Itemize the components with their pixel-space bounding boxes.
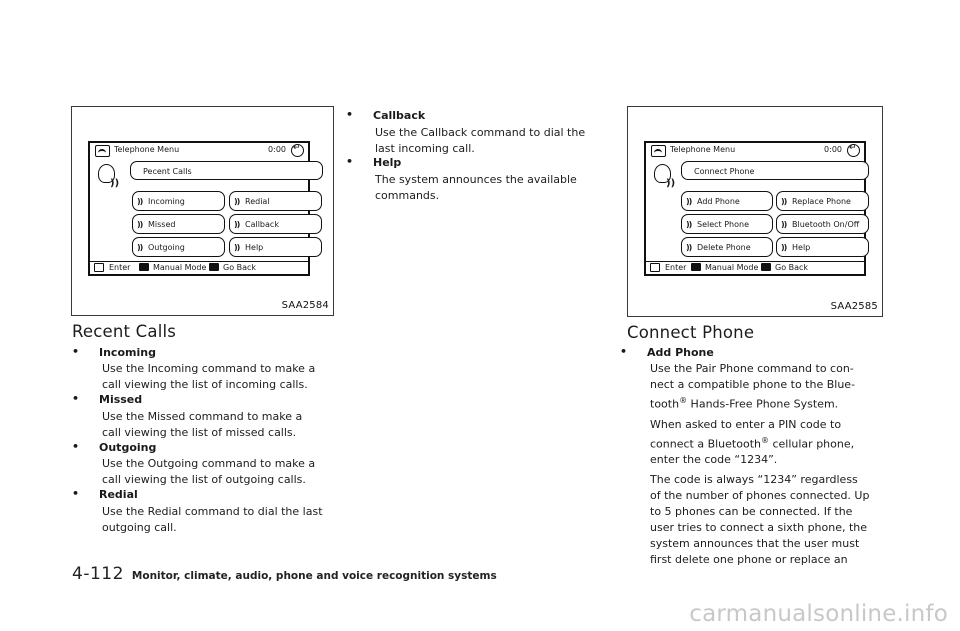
signal-icon: )): [781, 197, 787, 206]
help-button[interactable]: )) Help: [776, 237, 869, 257]
figure-id: SAA2584: [281, 300, 329, 311]
term-redial: • Redial: [99, 488, 138, 501]
desc-incoming: Use the Incoming command to make a call viewing the list of incoming calls.: [102, 362, 316, 391]
desc-callback: Use the Callback command to dial the last incoming call.: [375, 126, 586, 155]
signal-icon: )): [781, 220, 787, 229]
desc-help: The system announces the available commands.: [375, 173, 577, 202]
callback-button[interactable]: )) Callback: [229, 214, 322, 234]
clock: 0:00: [824, 145, 842, 154]
desc-outgoing: Use the Outgoing command to make a call viewing the list of outgoing calls.: [102, 457, 316, 486]
figure-id: SAA2585: [830, 301, 878, 312]
screen-header: [90, 143, 308, 157]
section-heading-connect-phone: Connect Phone: [627, 323, 755, 342]
signal-icon: )): [137, 197, 143, 206]
select-phone-button[interactable]: )) Select Phone: [681, 214, 773, 234]
clock: 0:00: [268, 145, 286, 154]
screen-footer: Enter Manual Mode Go Back: [646, 261, 864, 274]
page-number: 4-112: [72, 564, 124, 584]
incoming-button[interactable]: )) Incoming: [132, 191, 225, 211]
help-button[interactable]: )) Help: [229, 237, 322, 257]
desc-missed: Use the Missed command to make a call viewing the list of missed calls.: [102, 410, 303, 439]
signal-icon: )): [781, 243, 787, 252]
go-back-icon: [761, 263, 771, 271]
term-help: • Help: [373, 156, 401, 169]
section-heading-recent-calls: Recent Calls: [72, 322, 177, 341]
delete-phone-button[interactable]: )) Delete Phone: [681, 237, 773, 257]
phone-icon: [651, 145, 666, 157]
screen-header: [646, 143, 864, 157]
term-callback: • Callback: [373, 109, 425, 122]
enter-icon: [94, 263, 104, 272]
back-icon[interactable]: [291, 144, 304, 157]
back-icon[interactable]: [847, 144, 860, 157]
missed-button[interactable]: )) Missed: [132, 214, 225, 234]
manual-mode-icon: [139, 263, 149, 271]
add-phone-button[interactable]: )) Add Phone: [681, 191, 773, 211]
voice-icon: )): [96, 164, 124, 194]
desc-add-phone: Use the Pair Phone command to con- nect a compatible phone to the Blue- tooth® Hands-Free Phone System. When asked to enter a PIN code to connect a Bluetooth® cellular phone, enter the code “1234”. The code is always “1234” regardless of the number of phones connected. Up to 5 phones can be connected. If the user tries to connect a sixth phone, the system announces that the user must first delete one phone or replace an: [650, 362, 870, 567]
screen-footer: Enter Manual Mode Go Back: [90, 261, 308, 274]
term-add-phone: • Add Phone: [647, 346, 714, 359]
watermark: carmanualsonline.info: [689, 601, 948, 627]
figure-connect-phone: [627, 106, 883, 317]
figure-recent-calls: [71, 106, 334, 316]
signal-icon: )): [234, 243, 240, 252]
telephone-menu-screen: [644, 141, 866, 276]
signal-icon: )): [234, 220, 240, 229]
term-incoming: • Incoming: [99, 346, 156, 359]
voice-icon: )): [652, 164, 680, 194]
chapter-title: Monitor, climate, audio, phone and voice recognition systems: [131, 570, 497, 582]
phone-icon: [95, 145, 110, 157]
telephone-menu-screen: [88, 141, 310, 276]
manual-mode-icon: [691, 263, 701, 271]
enter-icon: [650, 263, 660, 272]
signal-icon: )): [686, 243, 692, 252]
page-footer: [72, 564, 497, 584]
signal-icon: )): [686, 197, 692, 206]
menu-banner: Connect Phone: [681, 161, 869, 180]
signal-icon: )): [137, 243, 143, 252]
term-missed: • Missed: [99, 393, 142, 406]
go-back-icon: [209, 263, 219, 271]
bluetooth-toggle-button[interactable]: )) Bluetooth On/Off: [776, 214, 869, 234]
desc-redial: Use the Redial command to dial the last outgoing call.: [102, 505, 323, 534]
replace-phone-button[interactable]: )) Replace Phone: [776, 191, 869, 211]
signal-icon: )): [686, 220, 692, 229]
screen-title: Telephone Menu: [670, 145, 736, 154]
menu-banner: Pecent Calls: [130, 161, 323, 180]
term-outgoing: • Outgoing: [99, 441, 156, 454]
signal-icon: )): [234, 197, 240, 206]
signal-icon: )): [137, 220, 143, 229]
redial-button[interactable]: )) Redial: [229, 191, 322, 211]
screen-title: Telephone Menu: [114, 145, 180, 154]
outgoing-button[interactable]: )) Outgoing: [132, 237, 225, 257]
